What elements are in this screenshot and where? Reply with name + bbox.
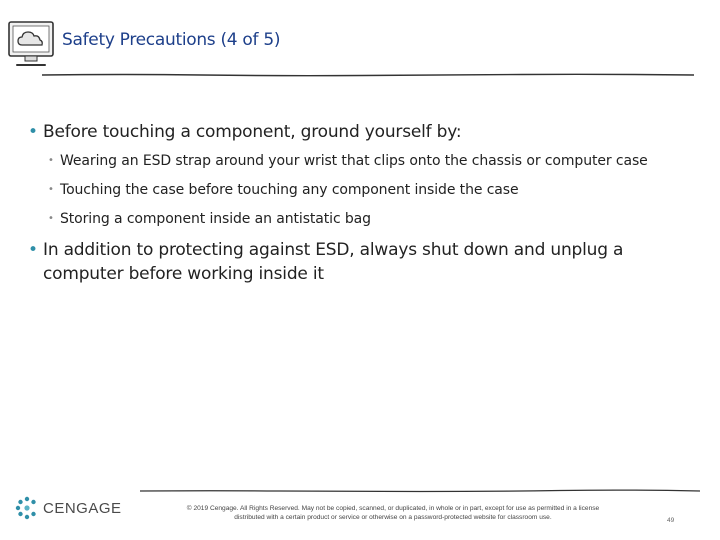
cengage-logo [15,496,122,520]
slide-title: Safety Precautions (4 of 5) [62,30,281,50]
bullet-text: Before touching a component, ground yourself by: [43,122,462,142]
cloud-monitor-icon [6,18,56,70]
copyright-line: © 2019 Cengage. All Rights Reserved. May not be copied, scanned, or duplicated, in whole or in part, except for use as permitted in a license [186,505,600,512]
sub-bullet-dot: • [48,155,54,166]
sub-bullet-item [28,180,708,200]
copyright-line: distributed with a certain product or service or otherwise on a password-protected website for classroom use. [234,514,552,521]
sub-bullet-item [28,151,708,171]
title-underline [42,70,694,80]
page-number: 49 [667,517,675,524]
copyright-notice [138,504,648,522]
bullet-list [28,120,708,286]
bullet-dot: • [28,240,38,260]
footer-rule [140,486,700,496]
sub-bullet-text: Wearing an ESD strap around your wrist that clips onto the chassis or computer case [60,153,648,169]
sub-bullet-item [28,209,708,229]
sub-bullet-dot: • [48,184,54,195]
bullet-text: In addition to protecting against ESD, always shut down and unplug a computer before working inside it [43,240,624,284]
bullet-item [28,238,708,286]
sub-bullet-dot: • [48,213,54,224]
sub-bullet-text: Touching the case before touching any component inside the case [60,182,519,198]
bullet-dot: • [28,122,38,142]
sub-bullet-text: Storing a component inside an antistatic bag [60,211,371,227]
logo-text: CENGAGE [43,499,122,517]
bullet-item [28,120,708,144]
cengage-logo-icon [15,496,39,520]
